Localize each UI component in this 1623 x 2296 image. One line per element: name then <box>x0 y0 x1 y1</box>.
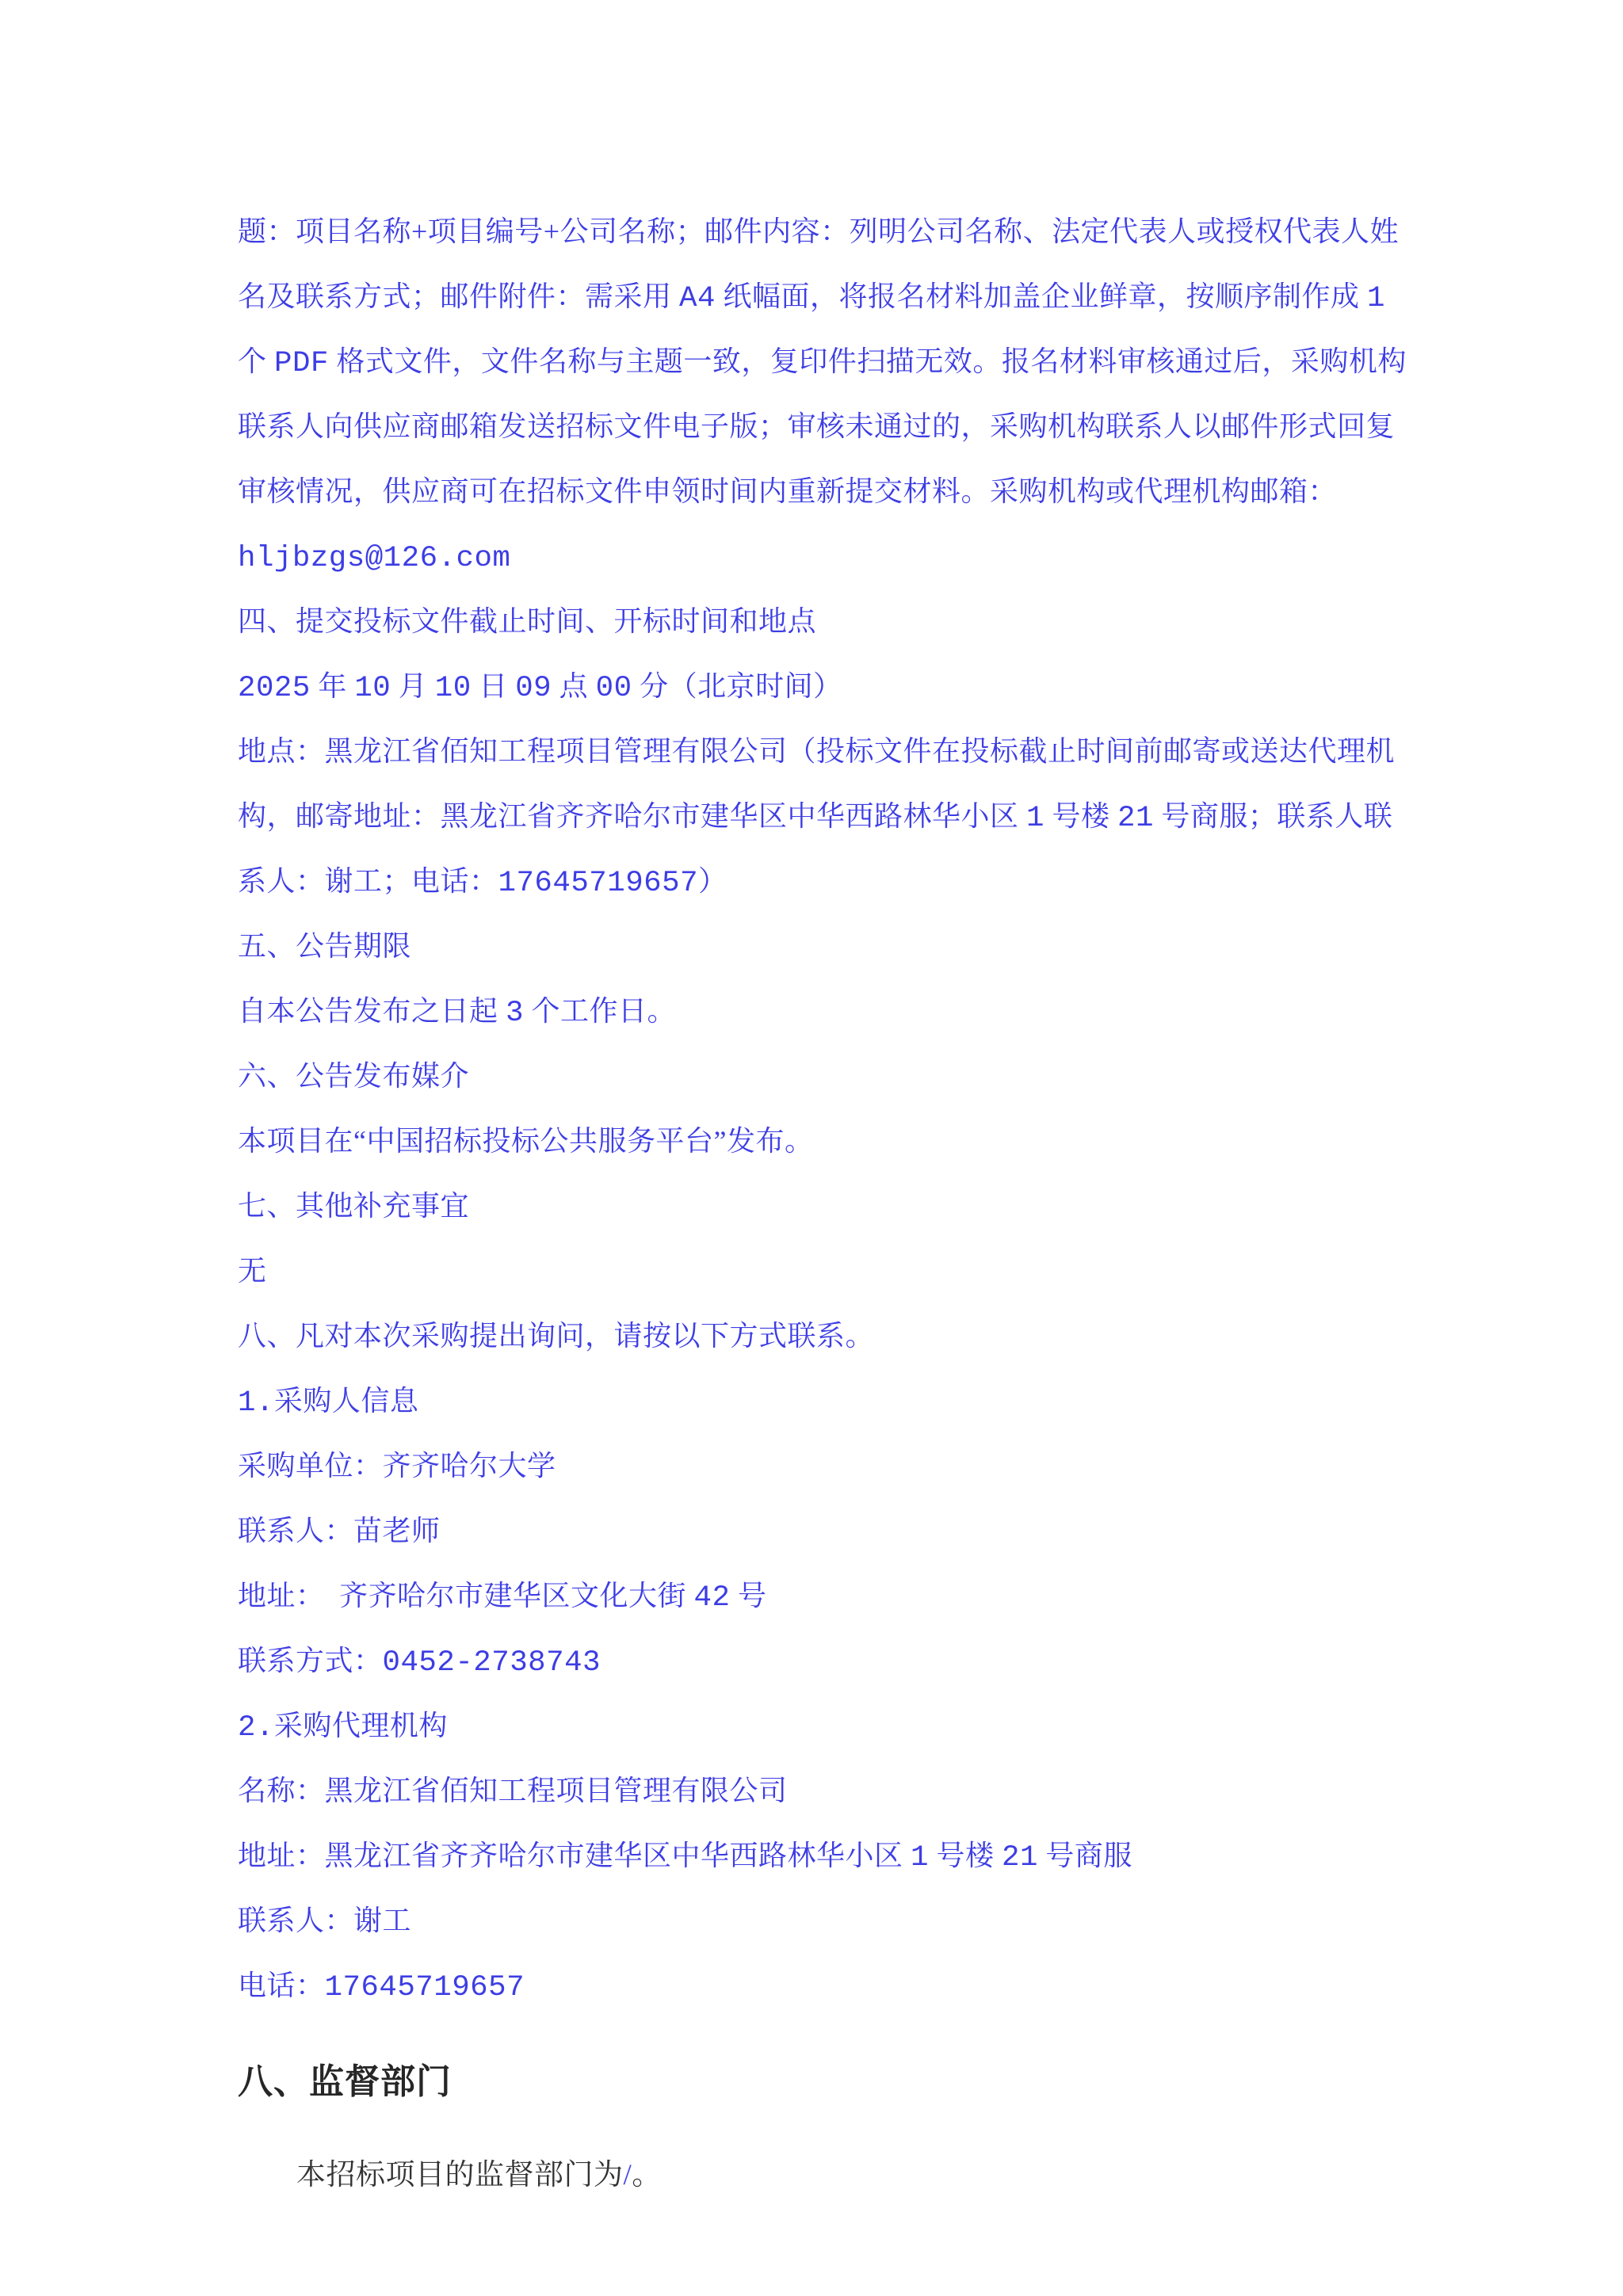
latin-run: 17645719657 <box>324 1971 525 2004</box>
document-line: 2.采购代理机构 <box>238 1710 448 1745</box>
latin-run: 00 <box>595 672 632 705</box>
supervision-text: 本招标项目的监督部门为 <box>296 2159 624 2191</box>
latin-run: 3 <box>506 997 524 1030</box>
latin-run: 21 <box>1117 802 1154 835</box>
latin-run: 1 <box>1026 802 1044 835</box>
document-line: 五、公告期限 <box>238 930 412 962</box>
supervision-line <box>238 2143 1426 2208</box>
document-line: 系人：谢工；电话：17645719657） <box>238 865 727 900</box>
document-line: 审核情况，供应商可在招标文件申领时间内重新提交材料。采购机构或代理机构邮箱： <box>238 475 1338 507</box>
latin-run: 42 <box>693 1581 731 1615</box>
document-line: 联系人：苗老师 <box>238 1515 441 1547</box>
latin-run: 2. <box>238 1711 274 1745</box>
document-line: 名及联系方式；邮件附件：需采用 A4 纸幅面，将报名材料加盖企业鲜章，按顺序制作成 1 <box>238 280 1385 315</box>
document-line: 地点：黑龙江省佰知工程项目管理有限公司（投标文件在投标截止时间前邮寄或送达代理机 <box>238 735 1396 767</box>
supervision-slash: / <box>623 2159 632 2191</box>
latin-run: 1. <box>238 1386 274 1420</box>
document-line: 无 <box>238 1255 267 1287</box>
latin-run: 17645719657 <box>498 867 699 900</box>
latin-run: 10 <box>354 672 391 705</box>
latin-run: 09 <box>515 672 552 705</box>
document-line: 个 PDF 格式文件，文件名称与主题一致，复印件扫描无效。报名材料审核通过后，采购机构 <box>238 345 1407 380</box>
latin-run: 1 <box>1366 282 1385 315</box>
supervision-period: 。 <box>632 2159 662 2191</box>
document-line: 2025 年 10 月 10 日 09 点 00 分（北京时间） <box>238 670 842 705</box>
latin-run: 0452-2738743 <box>382 1646 601 1680</box>
document-line: 地址： 齐齐哈尔市建华区文化大街 42 号 <box>238 1580 767 1615</box>
document-line: 六、公告发布媒介 <box>238 1060 470 1092</box>
document-line: 采购单位：齐齐哈尔大学 <box>238 1450 556 1482</box>
latin-run: 2025 <box>238 672 311 705</box>
latin-run: hljbzgs@126.com <box>238 542 511 575</box>
document-line: 电话：17645719657 <box>238 1970 525 2004</box>
document-line: 自本公告发布之日起 3 个工作日。 <box>238 995 676 1030</box>
latin-run: 10 <box>434 672 472 705</box>
document-line: 联系方式：0452-2738743 <box>238 1645 601 1680</box>
latin-run: PDF <box>274 347 329 380</box>
document-page <box>238 199 1426 2208</box>
document-line: 地址：黑龙江省齐齐哈尔市建华区中华西路林华小区 1 号楼 21 号商服 <box>238 1840 1132 1875</box>
document-line: 题：项目名称+项目编号+公司名称；邮件内容：列明公司名称、法定代表人或授权代表人姓 <box>238 215 1400 247</box>
document-line: 联系人：谢工 <box>238 1905 412 1936</box>
latin-run: 21 <box>1002 1841 1038 1875</box>
document-line: 四、提交投标文件截止时间、开标时间和地点 <box>238 605 817 637</box>
document-line: 联系人向供应商邮箱发送招标文件电子版；审核未通过的，采购机构联系人以邮件形式回复 <box>238 410 1396 442</box>
document-line <box>238 524 1426 589</box>
document-line: 八、凡对本次采购提出询问，请按以下方式联系。 <box>238 1320 875 1352</box>
document-line: 1.采购人信息 <box>238 1385 419 1420</box>
document-line: 构，邮寄地址：黑龙江省齐齐哈尔市建华区中华西路林华小区 1 号楼 21 号商服；联系人联 <box>238 800 1393 835</box>
latin-run: A4 <box>679 282 716 315</box>
document-line: 本项目在“中国招标投标公共服务平台”发布。 <box>238 1125 814 1157</box>
latin-run: 1 <box>911 1841 929 1875</box>
document-line: 名称：黑龙江省佰知工程项目管理有限公司 <box>238 1775 788 1806</box>
section-heading: 八、监督部门 <box>238 2062 452 2101</box>
document-line: 七、其他补充事宜 <box>238 1190 470 1222</box>
